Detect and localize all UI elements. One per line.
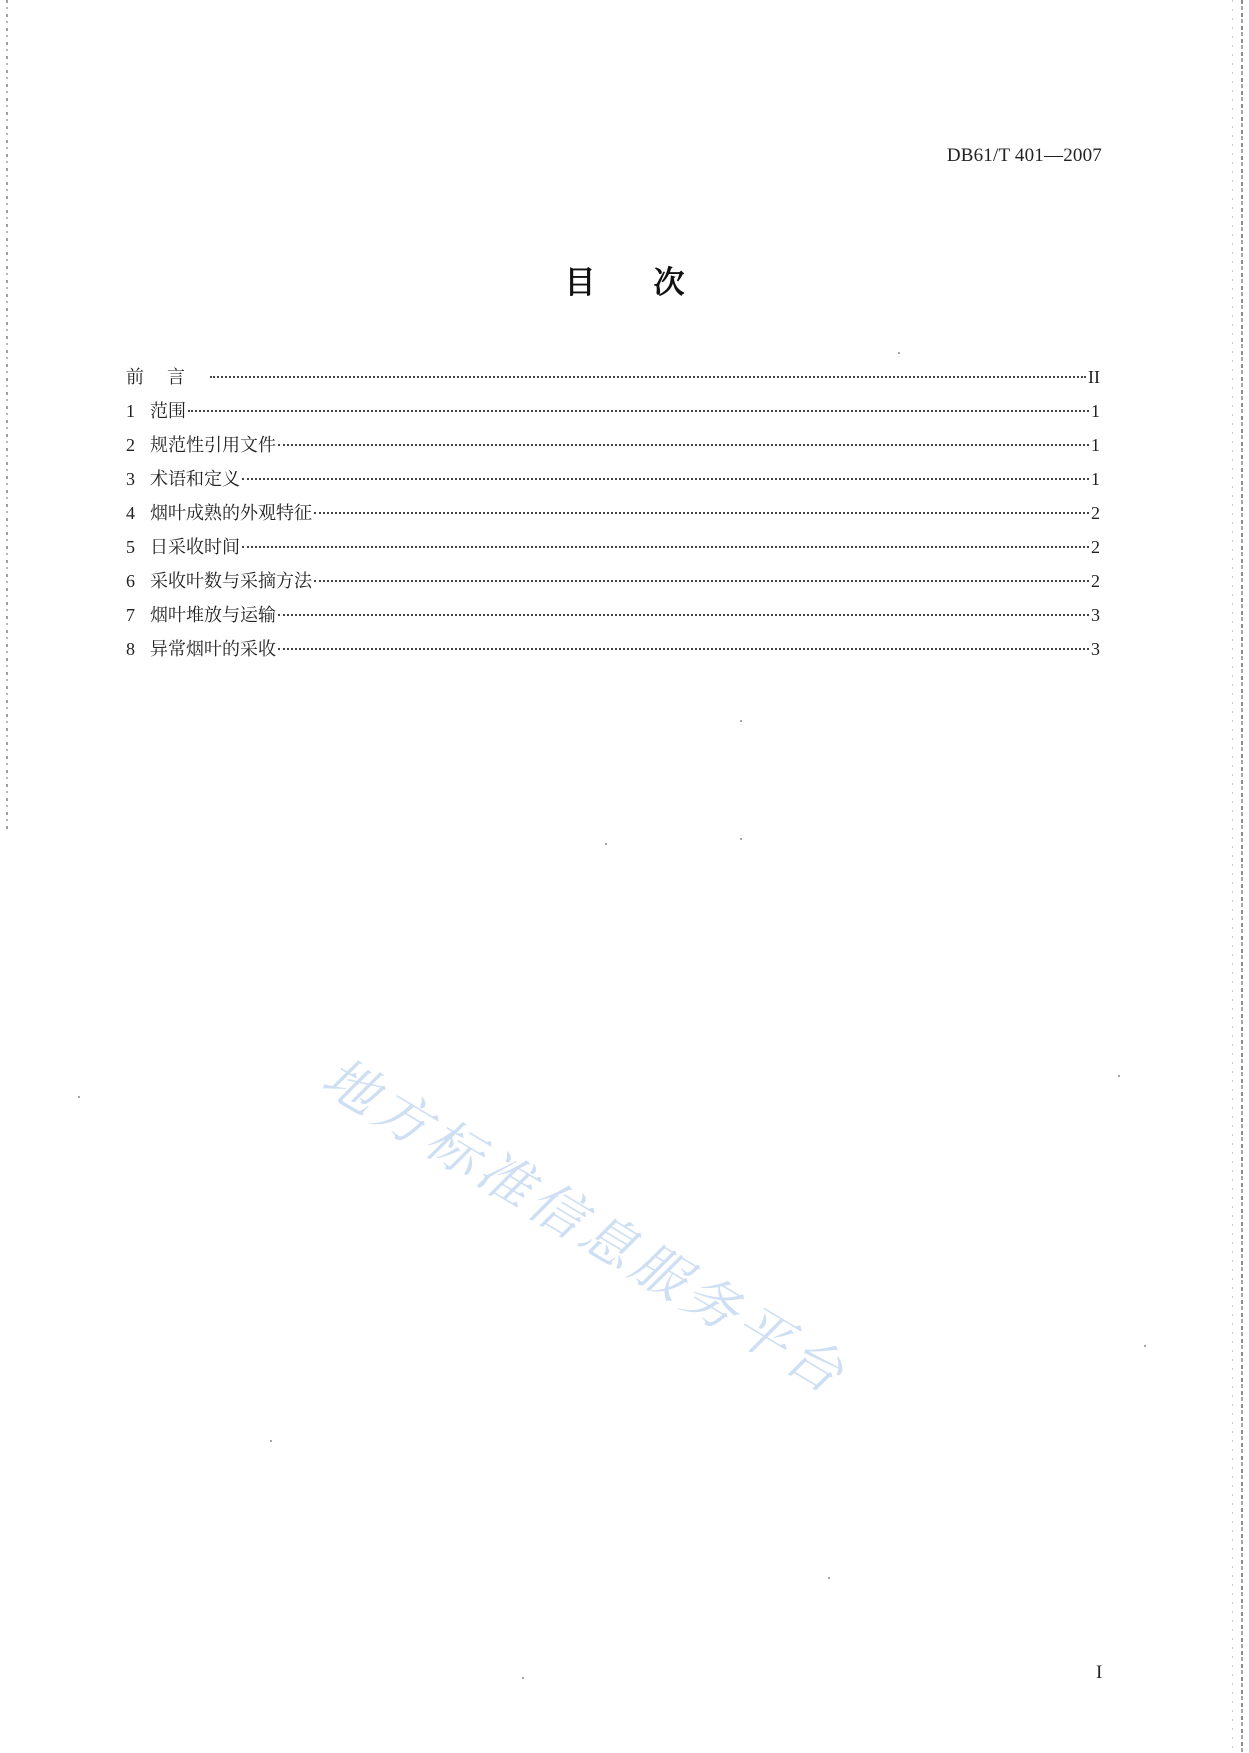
toc-entry-maturity-features[interactable] (126, 499, 1100, 533)
toc-entry-abnormal-leaves[interactable] (126, 635, 1100, 669)
toc-leader-dots (210, 376, 1086, 378)
toc-entry-harvest-time[interactable] (126, 533, 1100, 567)
toc-entry-stacking-transport[interactable] (126, 601, 1100, 635)
toc-entry-number: 1 (126, 401, 135, 421)
scan-speck (1144, 1345, 1146, 1347)
toc-entry-number: 3 (126, 469, 135, 489)
toc-leader-dots (242, 478, 1089, 480)
document-code: DB61/T 401—2007 (946, 145, 1102, 166)
scan-speck (898, 352, 900, 354)
scan-speck (740, 838, 742, 840)
toc-entry-foreword[interactable] (126, 363, 1100, 397)
toc-entry-label: 烟叶成熟的外观特征 (150, 503, 312, 524)
toc-leader-dots (314, 512, 1089, 514)
watermark: 地方标准信息服务平台 (311, 1044, 859, 1408)
toc-entry-label: 范围 (150, 401, 186, 422)
scan-speck (270, 1440, 272, 1442)
page-number: I (1096, 1662, 1103, 1683)
scan-speck (1118, 1075, 1120, 1077)
toc-entry-page: 3 (1091, 605, 1100, 625)
toc-entry-number: 6 (126, 571, 135, 591)
toc-entry-number: 7 (126, 605, 135, 625)
toc-entry-page: 3 (1091, 639, 1100, 659)
toc-entry-number: 5 (126, 537, 135, 557)
toc-list (126, 363, 1100, 669)
scan-speck (522, 1677, 524, 1679)
toc-entry-page: II (1088, 367, 1100, 387)
toc-leader-dots (314, 580, 1089, 582)
toc-entry-page: 1 (1091, 435, 1100, 455)
toc-leader-dots (242, 546, 1089, 548)
toc-entry-label: 前言 (126, 367, 208, 388)
scan-edge-left (6, 0, 8, 830)
scan-speck (78, 1096, 80, 1098)
toc-entry-label: 术语和定义 (150, 469, 240, 490)
toc-leader-dots (278, 614, 1089, 616)
scan-speck (828, 1577, 830, 1579)
toc-entry-label: 规范性引用文件 (150, 435, 276, 456)
toc-entry-scope[interactable] (126, 397, 1100, 431)
toc-entry-label: 采收叶数与采摘方法 (150, 571, 312, 592)
toc-entry-number: 8 (126, 639, 135, 659)
toc-entry-leaf-count-method[interactable] (126, 567, 1100, 601)
toc-entry-page: 1 (1091, 469, 1100, 489)
toc-entry-number: 2 (126, 435, 135, 455)
toc-entry-page: 2 (1091, 503, 1100, 523)
toc-entry-page: 2 (1091, 537, 1100, 557)
toc-leader-dots (188, 410, 1089, 412)
toc-leader-dots (278, 444, 1089, 446)
toc-entry-terms-definitions[interactable] (126, 465, 1100, 499)
toc-entry-page: 2 (1091, 571, 1100, 591)
toc-title: 目次 (564, 265, 743, 301)
toc-leader-dots (278, 648, 1089, 650)
scan-speck (605, 843, 607, 845)
toc-entry-number: 4 (126, 503, 135, 523)
toc-entry-normative-references[interactable] (126, 431, 1100, 465)
toc-entry-label: 烟叶堆放与运输 (150, 605, 276, 626)
toc-entry-page: 1 (1091, 401, 1100, 421)
toc-entry-label: 异常烟叶的采收 (150, 639, 276, 660)
scan-speck (740, 720, 742, 722)
toc-entry-label: 日采收时间 (150, 537, 240, 558)
